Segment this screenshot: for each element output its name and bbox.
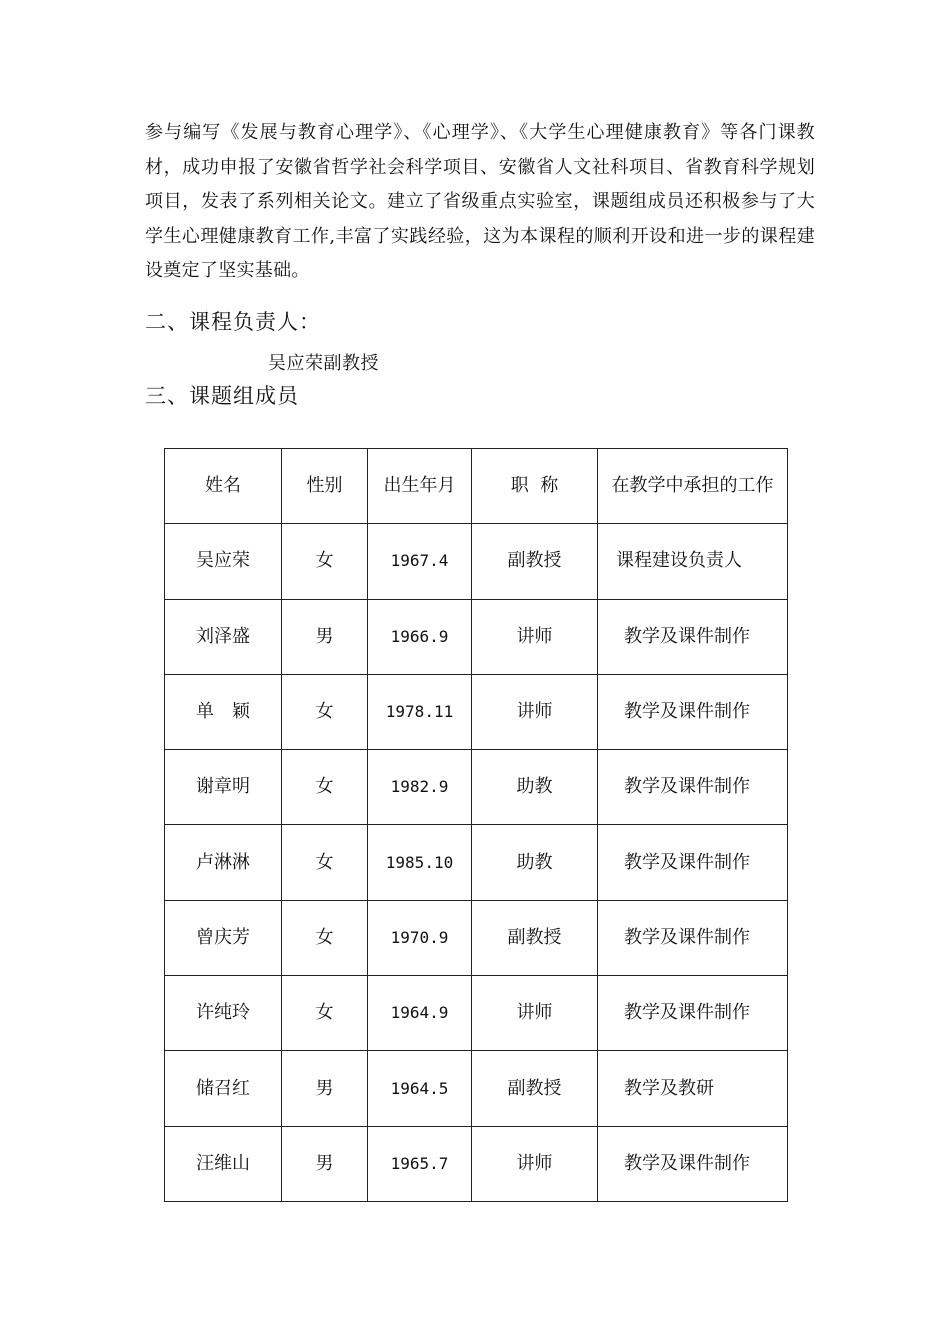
cell-name: 许纯玲 xyxy=(165,976,282,1051)
cell-gender: 女 xyxy=(282,825,368,900)
header-gender: 性别 xyxy=(282,449,368,524)
cell-title: 助教 xyxy=(472,750,598,825)
cell-name: 谢章明 xyxy=(165,750,282,825)
cell-duty: 教学及课件制作 xyxy=(598,900,788,975)
cell-birth: 1964.9 xyxy=(368,976,472,1051)
cell-gender: 女 xyxy=(282,674,368,749)
cell-gender: 女 xyxy=(282,750,368,825)
section-heading-course-leader: 二、课程负责人： xyxy=(145,310,321,334)
cell-duty: 教学及课件制作 xyxy=(598,825,788,900)
team-members-table xyxy=(164,448,788,1202)
cell-birth: 1967.4 xyxy=(368,524,472,599)
table-header-row xyxy=(165,449,788,524)
cell-title: 副教授 xyxy=(472,900,598,975)
cell-gender: 女 xyxy=(282,524,368,599)
header-birth: 出生年月 xyxy=(368,449,472,524)
cell-birth: 1978.11 xyxy=(368,674,472,749)
header-duty: 在教学中承担的工作 xyxy=(598,449,788,524)
cell-name: 刘泽盛 xyxy=(165,599,282,674)
cell-birth: 1982.9 xyxy=(368,750,472,825)
table-row xyxy=(165,674,788,749)
cell-gender: 女 xyxy=(282,976,368,1051)
cell-duty: 教学及教研 xyxy=(598,1051,788,1126)
cell-title: 讲师 xyxy=(472,976,598,1051)
table-row xyxy=(165,1051,788,1126)
cell-title: 讲师 xyxy=(472,1126,598,1201)
table-row xyxy=(165,900,788,975)
cell-duty: 教学及课件制作 xyxy=(598,599,788,674)
cell-title: 副教授 xyxy=(472,524,598,599)
header-name: 姓名 xyxy=(165,449,282,524)
cell-name: 储召红 xyxy=(165,1051,282,1126)
table-row xyxy=(165,599,788,674)
section-heading-team-members: 三、课题组成员 xyxy=(145,384,299,408)
cell-duty: 教学及课件制作 xyxy=(598,674,788,749)
cell-name: 卢淋淋 xyxy=(165,825,282,900)
cell-gender: 女 xyxy=(282,900,368,975)
cell-gender: 男 xyxy=(282,599,368,674)
cell-title: 副教授 xyxy=(472,1051,598,1126)
cell-duty: 课程建设负责人 xyxy=(598,524,788,599)
table-row xyxy=(165,825,788,900)
cell-name: 吴应荣 xyxy=(165,524,282,599)
cell-name: 单 颖 xyxy=(165,674,282,749)
table-row xyxy=(165,750,788,825)
cell-gender: 男 xyxy=(282,1051,368,1126)
cell-title: 讲师 xyxy=(472,674,598,749)
cell-gender: 男 xyxy=(282,1126,368,1201)
cell-duty: 教学及课件制作 xyxy=(598,976,788,1051)
cell-title: 助教 xyxy=(472,825,598,900)
course-leader-name: 吴应荣副教授 xyxy=(268,353,379,374)
cell-name: 曾庆芳 xyxy=(165,900,282,975)
cell-birth: 1965.7 xyxy=(368,1126,472,1201)
cell-duty: 教学及课件制作 xyxy=(598,1126,788,1201)
table-row xyxy=(165,976,788,1051)
cell-title: 讲师 xyxy=(472,599,598,674)
table-row xyxy=(165,1126,788,1201)
table-row xyxy=(165,524,788,599)
cell-birth: 1970.9 xyxy=(368,900,472,975)
cell-duty: 教学及课件制作 xyxy=(598,750,788,825)
cell-birth: 1966.9 xyxy=(368,599,472,674)
cell-birth: 1985.10 xyxy=(368,825,472,900)
cell-name: 汪维山 xyxy=(165,1126,282,1201)
intro-paragraph: 参与编写《发展与教育心理学》、《心理学》、《大学生心理健康教育》等各门课教材，成功申报了安徽省哲学社会科学项目、安徽省人文社科项目、省教育科学规划项目，发表了系列相关论文。建立了省级重点实验室，课题组成员还积极参与了大学生心理健康教育工作,丰富了实践经验，这为本课程的顺利开设和进一步的课程建设奠定了坚实基础。 xyxy=(145,122,815,281)
cell-birth: 1964.5 xyxy=(368,1051,472,1126)
header-title: 职 称 xyxy=(472,449,598,524)
